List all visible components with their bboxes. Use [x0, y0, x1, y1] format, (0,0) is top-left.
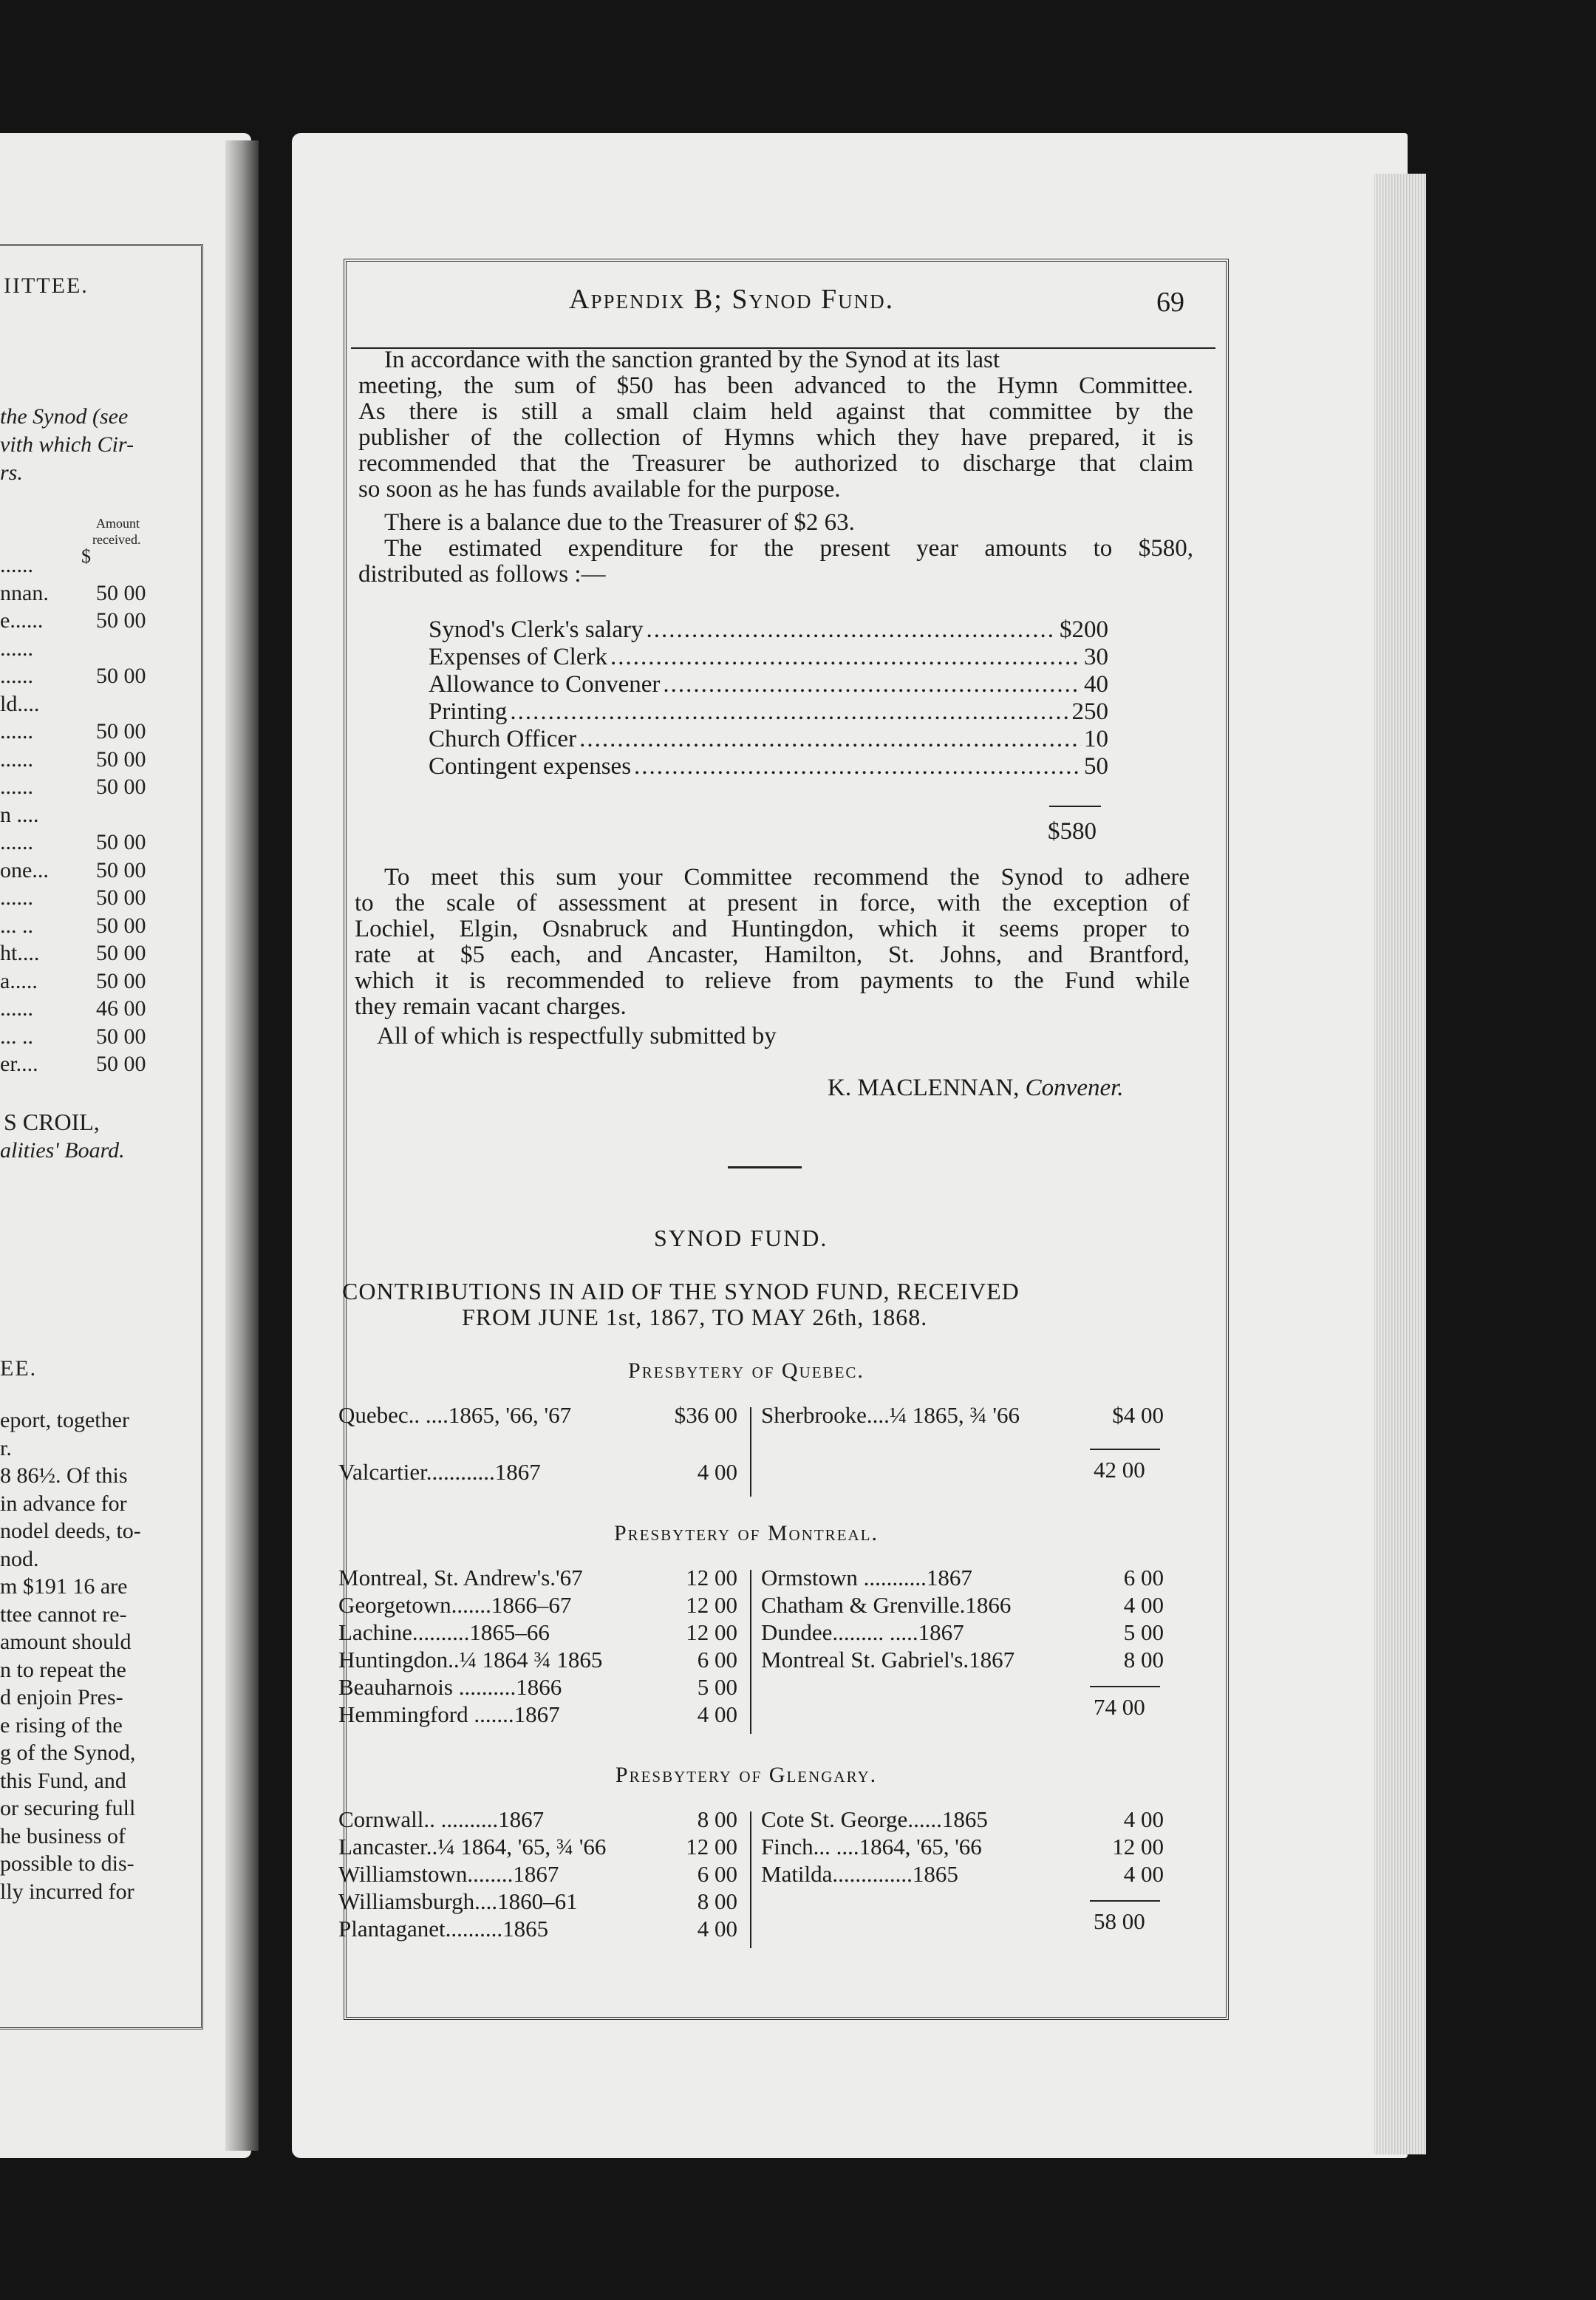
contribution-row — [338, 1916, 737, 1942]
contribution-label: Huntingdon..¼ 1864 ¾ 1865 — [338, 1647, 603, 1673]
left-intro-line: the Synod (see — [0, 404, 129, 429]
page-number: 69 — [1156, 287, 1184, 318]
left-row-fragment: ht.... — [0, 941, 40, 965]
contribution-label: Hemmingford .......1867 — [338, 1701, 560, 1727]
left-section-fragment: EE. — [0, 1356, 38, 1381]
contribution-label: Sherbrooke....¼ 1865, ¾ '66 — [761, 1402, 1020, 1428]
left-text-line: ttee cannot re- — [0, 1602, 127, 1627]
contribution-row — [761, 1593, 1164, 1618]
amount-header: received. — [92, 532, 141, 547]
contributions-heading: CONTRIBUTIONS IN AID OF THE SYNOD FUND, RECEIVED — [342, 1278, 1020, 1304]
left-row-amount: 50 00 — [96, 746, 146, 772]
left-text-line: in advance for — [0, 1491, 127, 1516]
presbytery-heading: Presbytery of Glengary. — [615, 1763, 878, 1787]
left-row-fragment: a..... — [0, 968, 38, 993]
left-row-fragment: nnan. — [0, 580, 49, 605]
fund-heading: SYNOD FUND. — [654, 1225, 828, 1251]
contribution-amount: 4 00 — [697, 1701, 737, 1727]
left-signer-fragment: S CROIL, — [4, 1109, 100, 1135]
expenditure-line: The estimated expenditure for the present year amounts to $580, — [384, 535, 1193, 562]
contribution-label: Chatham & Grenville.1866 — [761, 1592, 1012, 1618]
contribution-label: Williamsburgh....1860–61 — [338, 1888, 578, 1914]
contributions-heading: FROM JUNE 1st, 1867, TO MAY 26th, 1868. — [462, 1304, 928, 1330]
left-row-fragment: ...... — [0, 746, 33, 772]
left-text-line: amount should — [0, 1630, 132, 1654]
left-text-line: eport, together — [0, 1408, 129, 1432]
contribution-row — [761, 1647, 1164, 1673]
leader-dots — [610, 644, 1081, 670]
left-row-fragment: ... .. — [0, 913, 33, 938]
paragraph-line: meeting, the sum of $50 has been advanced to the Hymn Committee. — [358, 372, 1193, 399]
signature-name: K. MACLENNAN, — [828, 1075, 1020, 1101]
left-text-line: m $191 16 are — [0, 1574, 128, 1599]
presbytery-total: 42 00 — [1094, 1457, 1145, 1483]
contribution-amount: 8 00 — [697, 1888, 737, 1914]
contribution-label: Dundee......... .....1867 — [761, 1619, 964, 1645]
contribution-row — [338, 1565, 737, 1590]
left-row-amount: 50 00 — [96, 885, 146, 910]
left-row-amount: 50 00 — [96, 775, 146, 799]
contribution-label: Matilda..............1865 — [761, 1861, 958, 1887]
expense-row — [429, 699, 1108, 724]
expense-amount: $200 — [1060, 616, 1108, 643]
book-gutter — [225, 140, 259, 2151]
left-text-line: this Fund, and — [0, 1768, 126, 1793]
submitted-line: All of which is respectfully submitted by — [377, 1023, 777, 1049]
contribution-amount: 12 00 — [686, 1565, 737, 1590]
contribution-amount: 8 00 — [1123, 1647, 1164, 1673]
left-text-line: lly incurred for — [0, 1879, 134, 1904]
contribution-amount: 4 00 — [697, 1459, 737, 1485]
paragraph-line: publisher of the collection of Hymns which they have prepared, it is — [358, 424, 1193, 451]
expense-label: Printing — [429, 698, 508, 725]
left-text-line: r. — [0, 1435, 12, 1460]
contribution-row — [338, 1675, 737, 1700]
left-row-fragment: ...... — [0, 775, 33, 799]
left-row-amount: 50 00 — [96, 664, 146, 688]
contribution-amount: 12 00 — [686, 1592, 737, 1618]
contribution-label: Georgetown.......1866–67 — [338, 1592, 572, 1618]
presbytery-heading: Presbytery of Quebec. — [628, 1358, 864, 1383]
paragraph-line: so soon as he has funds available for the purpose. — [358, 476, 841, 503]
left-row-fragment: ...... — [0, 830, 33, 854]
contribution-amount: 4 00 — [697, 1916, 737, 1942]
contribution-amount: $4 00 — [1112, 1402, 1164, 1428]
left-intro-line: vith which Cir- — [0, 432, 134, 457]
contribution-row — [761, 1620, 1164, 1645]
contribution-row — [338, 1647, 737, 1673]
contribution-row — [761, 1403, 1164, 1428]
left-row-amount: 46 00 — [96, 996, 146, 1021]
contribution-row — [338, 1834, 737, 1860]
left-row-amount: 50 00 — [96, 1052, 146, 1076]
left-text-line: e rising of the — [0, 1712, 123, 1738]
left-text-line: g of the Synod, — [0, 1741, 136, 1765]
paragraph-line: recommended that the Treasurer be authorized to discharge that claim — [358, 450, 1193, 477]
left-row-fragment: n .... — [0, 802, 39, 827]
page-edges — [1374, 174, 1426, 2154]
expense-amount: 30 — [1084, 644, 1108, 670]
contribution-row — [761, 1862, 1164, 1887]
previous-page — [0, 133, 251, 2158]
page-title: Appendix B; Synod Fund. — [569, 284, 895, 315]
left-intro-line: rs. — [0, 460, 23, 485]
contribution-amount: 5 00 — [1123, 1619, 1164, 1645]
expense-row — [429, 644, 1108, 670]
signature — [828, 1075, 1124, 1100]
contribution-label: Williamstown........1867 — [338, 1861, 559, 1887]
expense-row — [429, 754, 1108, 779]
expenditure-line: distributed as follows :— — [358, 561, 606, 588]
left-text-line: nodel deeds, to- — [0, 1519, 141, 1543]
left-row-amount: 50 00 — [96, 830, 146, 854]
expense-amount: 250 — [1071, 698, 1108, 725]
expense-amount: 10 — [1084, 726, 1108, 752]
left-row-amount: 50 00 — [96, 968, 146, 993]
expense-total-rule — [1049, 806, 1101, 807]
left-row-fragment: ...... — [0, 885, 33, 910]
left-row-amount: 50 00 — [96, 580, 146, 605]
left-heading-fragment: IITTEE. — [4, 273, 89, 298]
contribution-amount: 5 00 — [697, 1674, 737, 1700]
column-divider — [750, 1570, 751, 1734]
left-row-amount: 50 00 — [96, 913, 146, 938]
expense-label: Expenses of Clerk — [429, 644, 607, 670]
amount-header: Amount — [96, 516, 140, 531]
expense-label: Allowance to Convener — [429, 671, 661, 698]
subtotal-rule — [1090, 1900, 1160, 1902]
contribution-label: Lancaster..¼ 1864, '65, ¾ '66 — [338, 1834, 607, 1860]
paragraph-line: As there is still a small claim held against that committee by the — [358, 398, 1193, 425]
left-text-line: or securing full — [0, 1796, 136, 1820]
expense-label: Contingent expenses — [429, 753, 632, 780]
contribution-label: Quebec.. ....1865, '66, '67 — [338, 1402, 572, 1428]
contribution-row — [761, 1834, 1164, 1860]
presbytery-total: 58 00 — [1094, 1908, 1145, 1934]
subtotal-rule — [1090, 1686, 1160, 1687]
paragraph-line: to the scale of assessment at present in force, with the exception of — [355, 890, 1190, 916]
contribution-amount: 6 00 — [697, 1647, 737, 1673]
paragraph-line: In accordance with the sanction granted by the Synod at its last — [384, 347, 1000, 373]
contribution-row — [338, 1620, 737, 1645]
contribution-amount: $36 00 — [674, 1402, 737, 1428]
contribution-amount: 12 00 — [1112, 1834, 1164, 1860]
left-text-line: d enjoin Pres- — [0, 1685, 123, 1709]
section-divider — [728, 1166, 802, 1168]
left-row-fragment: one... — [0, 857, 49, 882]
contribution-label: Plantaganet..........1865 — [338, 1916, 549, 1942]
leader-dots — [510, 699, 1068, 724]
left-row-fragment: ... .. — [0, 1024, 33, 1049]
column-divider — [750, 1407, 751, 1497]
presbytery-heading: Presbytery of Montreal. — [613, 1521, 879, 1545]
currency-symbol: $ — [81, 545, 91, 567]
left-row-amount: 50 00 — [96, 1024, 146, 1049]
contribution-row — [338, 1807, 737, 1832]
contribution-amount: 4 00 — [1123, 1806, 1164, 1832]
left-row-fragment: ...... — [0, 636, 33, 661]
expense-amount: 40 — [1084, 671, 1108, 698]
expense-amount: 50 — [1084, 753, 1108, 780]
left-text-line: nod. — [0, 1546, 39, 1571]
left-text-line: 8 86½. Of this — [0, 1463, 128, 1488]
left-row-fragment: ...... — [0, 553, 33, 577]
contribution-row — [338, 1403, 737, 1428]
contribution-label: Lachine..........1865–66 — [338, 1619, 550, 1645]
contribution-row — [761, 1807, 1164, 1832]
left-row-fragment: e...... — [0, 608, 44, 633]
contribution-row — [338, 1889, 737, 1914]
left-row-fragment: er.... — [0, 1052, 38, 1076]
expense-row — [429, 617, 1108, 642]
contribution-amount: 12 00 — [686, 1834, 737, 1860]
contribution-row — [761, 1565, 1164, 1590]
left-row-fragment: ...... — [0, 996, 33, 1021]
contribution-amount: 4 00 — [1123, 1592, 1164, 1618]
contribution-label: Beauharnois ..........1866 — [338, 1674, 562, 1700]
contribution-amount: 6 00 — [697, 1861, 737, 1887]
leader-dots — [663, 672, 1081, 697]
left-text-line: n to repeat the — [0, 1657, 126, 1682]
expense-row — [429, 727, 1108, 752]
subtotal-rule — [1090, 1449, 1160, 1450]
left-text-line: he business of — [0, 1823, 126, 1848]
leader-dots — [647, 617, 1057, 642]
left-row-fragment: ld.... — [0, 691, 40, 716]
contribution-row — [338, 1862, 737, 1887]
left-row-amount: 50 00 — [96, 608, 146, 633]
paragraph-line: they remain vacant charges. — [355, 993, 627, 1020]
left-text-line: possible to dis- — [0, 1851, 134, 1876]
contribution-row — [338, 1460, 737, 1485]
presbytery-total: 74 00 — [1094, 1694, 1145, 1720]
expense-label: Synod's Clerk's salary — [429, 616, 644, 643]
paragraph-line: which it is recommended to relieve from payments to the Fund while — [355, 967, 1190, 994]
balance-line: There is a balance due to the Treasurer of $2 63. — [384, 509, 855, 536]
column-divider — [750, 1811, 751, 1948]
contribution-amount: 12 00 — [686, 1619, 737, 1645]
contribution-label: Finch... ....1864, '65, '66 — [761, 1834, 982, 1860]
leader-dots — [579, 727, 1081, 752]
contribution-label: Montreal St. Gabriel's.1867 — [761, 1647, 1015, 1673]
expense-label: Church Officer — [429, 726, 577, 752]
left-row-fragment: ...... — [0, 664, 33, 688]
signature-role: Convener. — [1025, 1075, 1124, 1101]
left-row-fragment: ...... — [0, 719, 33, 744]
expense-total: $580 — [1048, 818, 1097, 845]
paragraph-line: rate at $5 each, and Ancaster, Hamilton, St. Johns, and Brantford, — [355, 942, 1190, 968]
paragraph-line: To meet this sum your Committee recommend the Synod to adhere — [384, 864, 1190, 891]
contribution-label: Valcartier............1867 — [338, 1459, 541, 1485]
contribution-amount: 4 00 — [1123, 1861, 1164, 1887]
contribution-amount: 8 00 — [697, 1806, 737, 1832]
expense-row — [429, 672, 1108, 697]
leader-dots — [634, 754, 1081, 779]
contribution-label: Cote St. George......1865 — [761, 1806, 988, 1832]
left-row-amount: 50 00 — [96, 719, 146, 744]
contribution-label: Cornwall.. ..........1867 — [338, 1806, 545, 1832]
contribution-amount: 6 00 — [1123, 1565, 1164, 1590]
paragraph-line: Lochiel, Elgin, Osnabruck and Huntingdon, which it seems proper to — [355, 916, 1190, 942]
left-row-amount: 50 00 — [96, 857, 146, 882]
contribution-label: Ormstown ...........1867 — [761, 1565, 972, 1590]
left-row-amount: 50 00 — [96, 941, 146, 965]
contribution-label: Montreal, St. Andrew's.'67 — [338, 1565, 583, 1590]
left-board-fragment: alities' Board. — [0, 1138, 125, 1163]
contribution-row — [338, 1702, 737, 1727]
contribution-row — [338, 1593, 737, 1618]
